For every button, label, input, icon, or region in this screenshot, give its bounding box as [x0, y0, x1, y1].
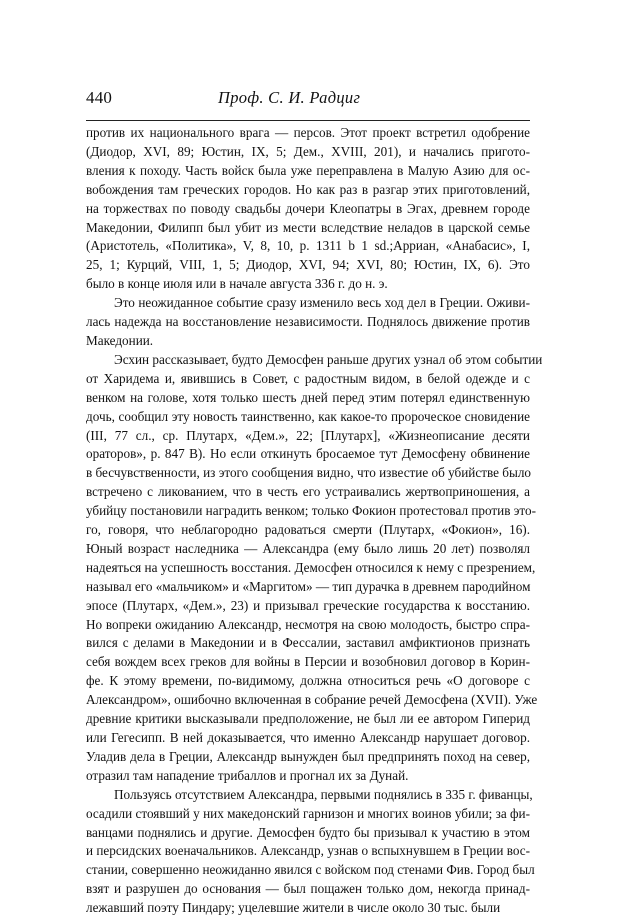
header-rule	[86, 120, 530, 121]
text-line: Но вопреки ожиданию Александр, несмотря на свою молодость, быстро спра-	[86, 616, 530, 632]
text-line: (Аристотель, «Политика», V, 8, 10, p. 1311 b 1 sd.;Арриан, «Анабасис», I,	[86, 238, 530, 254]
text-line: дочь, сообщил эту новость таинственно, как какое-то пророческое сновидение	[86, 408, 530, 424]
text-line: Пользуясь отсутствием Александра, первыми поднялись в 335 г. фиванцы,	[114, 786, 533, 802]
text-line: 25, 1; Курций, VIII, 1, 5; Диодор, XVI, 94; XVI, 80; Юстин, IX, 6). Это	[86, 257, 530, 273]
text-line: на торжествах по поводу свадьбы дочери Клеопатры в Эгах, древнем городе	[86, 200, 530, 216]
text-line: отразил там нападение трибаллов и прогнал их за Дунай.	[86, 767, 409, 783]
page-number: 440	[86, 88, 113, 107]
body-text	[86, 124, 543, 918]
text-line: Македонии, Филипп был убит из мести вследствие неладов в царской семье	[86, 219, 530, 235]
text-line: встречено с ликованием, что в честь его устраивались жертвоприношения, а	[86, 484, 530, 500]
paragraph	[86, 294, 530, 351]
text-line: осадили стоявший у них македонский гарнизон и многих воинов убили; за фи-	[86, 805, 530, 821]
text-line: надеяться на успешность восстания. Демосфен относился к нему с презрением,	[86, 559, 536, 575]
text-line: вился с делами в Македонии и в Фессалии, заставил амфиктионов признать	[86, 635, 530, 651]
paragraph	[86, 351, 543, 786]
paragraph	[86, 786, 535, 918]
text-line: Эсхин рассказывает, будто Демосфен раньше других узнал об этом событии	[114, 351, 543, 367]
text-line: Македонии.	[86, 332, 154, 348]
text-line: эпосе (Плутарх, «Дем.», 23) и призывал греческие государства к восстанию.	[86, 597, 530, 613]
running-head: Проф. С. И. Радциг	[218, 88, 361, 107]
text-line: (Диодор, XVI, 89; Юстин, IX, 5; Дем., XVIII, 201), и начались пригото-	[86, 143, 530, 159]
text-line: Уладив дела в Греции, Александр вынужден был предпринять поход на север,	[86, 748, 530, 764]
text-line: Юный возраст наследника — Александра (ему было лишь 20 лет) позволял	[86, 540, 530, 556]
text-line: против их национального врага — персов. Этот проект встретил одобрение	[86, 125, 530, 140]
page-header	[86, 86, 530, 114]
text-line: или Гегесипп. В ней доказывается, что именно Александр нарушает договор.	[86, 730, 530, 745]
text-line: венком на голове, хотя только шесть дней перед этим потерял единственную	[86, 389, 530, 405]
text-line: убийцу постановили наградить венком; только Фокион протестовал против это-	[86, 503, 536, 519]
text-line: было в конце июля или в начале августа 336 г. до н. э.	[86, 276, 388, 292]
text-line: го, говоря, что неблагородно радоваться смерти (Плутарх, «Фокион», 16).	[86, 522, 530, 538]
text-line: ванцами поднялись и другие. Демосфен будто бы призывал к участию в этом	[86, 824, 530, 840]
text-line: лежавший поэту Пиндару; уцелевшие жители в числе около 30 тыс. были	[86, 900, 501, 916]
text-line: ораторов», p. 847 B). Но если откинуть бросаемое тут Демосфену обвинение	[86, 446, 530, 462]
text-line: в бесчувственности, из этого сообщения видно, что известие об убийстве было	[86, 465, 532, 481]
text-line: Александром», ошибочно включенная в собрание речей Демосфена (XVII). Уже	[86, 692, 538, 708]
text-line: лась надежда на восстановление независимости. Поднялось движение против	[86, 314, 530, 330]
text-line: себя вождем всех греков для войны в Персии и возобновил договор в Корин-	[86, 654, 530, 670]
text-line: называл его «мальчиком» и «Маргитом» — тип дурачка в древнем пародийном	[86, 578, 531, 594]
text-line: от Харидема и, явившись в Совет, с радостным видом, в белой одежде и с	[86, 370, 530, 386]
text-line: (III, 77 сл., ср. Плутарх, «Дем.», 22; [Плутарх], «Жизнеописание десяти	[86, 427, 530, 443]
text-line: вобождения там греческих городов. Но как раз в разгар этих приготовлений,	[86, 181, 530, 197]
text-line: взят и разрушен до основания — был пощажен только дом, некогда принад-	[86, 881, 530, 897]
paragraph	[86, 124, 530, 294]
text-line: и персидских военачальников. Александр, узнав о вспыхнувшем в Греции вос-	[86, 843, 530, 859]
text-line: вления к походу. Часть войск была уже переправлена в Малую Азию для ос-	[86, 162, 530, 178]
text-line: стании, совершенно неожиданно явился с войском под стенами Фив. Город был	[86, 862, 535, 878]
text-line: Это неожиданное событие сразу изменило весь ход дел в Греции. Оживи-	[114, 295, 530, 311]
text-line: фе. К этому времени, по-видимому, должна относиться речь «О договоре с	[86, 673, 530, 689]
text-line: древние критики высказывали предположение, не был ли ее автором Гиперид	[86, 711, 530, 727]
